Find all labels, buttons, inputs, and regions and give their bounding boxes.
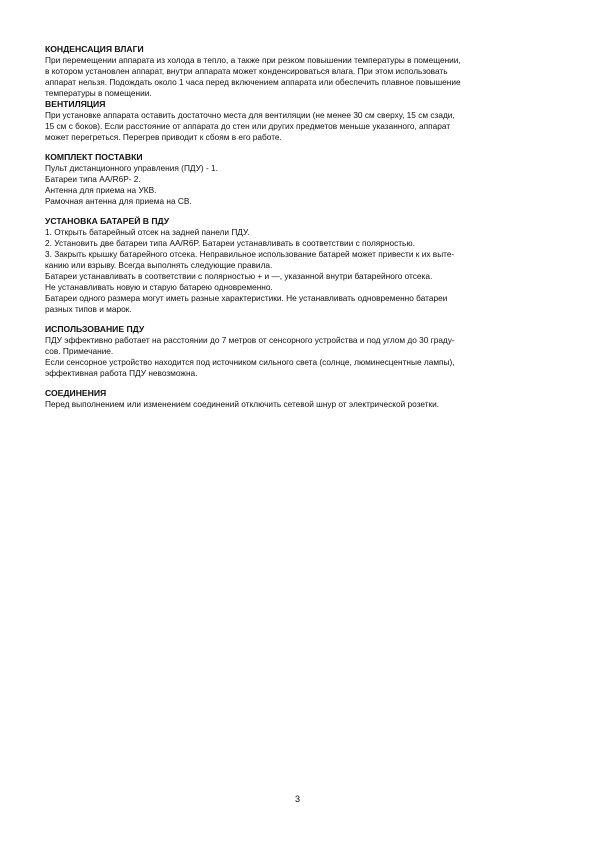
paragraph-line: ПДУ эффективно работает на расстоянии до 7 метров от сенсорного устройства и под углом до 30 граду- bbox=[45, 335, 455, 345]
paragraph-line: Если сенсорное устройство находится под источником сильного света (солнце, люминесцентные лампы), bbox=[45, 357, 455, 367]
list-item: Рамочная антенна для приема на СВ. bbox=[45, 196, 192, 206]
section-heading: КОНДЕНСАЦИЯ ВЛАГИ bbox=[45, 44, 144, 54]
section-condensation bbox=[45, 44, 555, 99]
document-body bbox=[45, 44, 555, 410]
list-item: Пульт дистанционного управления (ПДУ) - 1. bbox=[45, 163, 218, 173]
paragraph-line: Перед выполнением или изменением соединений отключить сетевой шнур от электрической розетки. bbox=[45, 399, 440, 409]
section-remote-usage bbox=[45, 324, 555, 379]
paragraph-line: 1. Открыть батарейный отсек на задней панели ПДУ. bbox=[45, 227, 250, 237]
section-heading: УСТАНОВКА БАТАРЕЙ В ПДУ bbox=[45, 216, 170, 226]
section-heading: ВЕНТИЛЯЦИЯ bbox=[45, 99, 106, 109]
paragraph-line: При перемещении аппарата из холода в тепло, а также при резком повышении температуры в помещении, bbox=[45, 55, 461, 65]
section-heading: ИСПОЛЬЗОВАНИЕ ПДУ bbox=[45, 324, 145, 334]
paragraph-line: в котором установлен аппарат, внутри аппарата может конденсироваться влага. При этом использовать bbox=[45, 66, 448, 76]
paragraph-line: эффективная работа ПДУ невозможна. bbox=[45, 368, 198, 378]
paragraph-line: Батареи устанавливать в соответствии с полярностью + и —, указанной внутри батарейного отсека. bbox=[45, 271, 433, 281]
paragraph-line: аппарат нельзя. Подождать около 1 часа перед включением аппарата или обеспечить плавное повышение bbox=[45, 77, 461, 87]
paragraph-line: 2. Установить две батареи типа AA/R6P. Батареи устанавливать в соответствии с полярностью. bbox=[45, 238, 415, 248]
paragraph-line: может перегреться. Перегрев приводит к сбоям в его работе. bbox=[45, 132, 282, 142]
paragraph-line: 15 см с боков). Если расстояние от аппарата до стен или других предметов меньше указанного, аппарат bbox=[45, 121, 451, 131]
section-heading: КОМПЛЕКТ ПОСТАВКИ bbox=[45, 152, 143, 162]
paragraph-line: температуры в помещении. bbox=[45, 88, 152, 98]
section-ventilation bbox=[45, 99, 555, 143]
paragraph-line: сов. Примечание. bbox=[45, 346, 114, 356]
section-battery-install bbox=[45, 216, 555, 315]
paragraph-line: Не устанавливать новую и старую батарею одновременно. bbox=[45, 282, 273, 292]
section-heading: СОЕДИНЕНИЯ bbox=[45, 388, 107, 398]
paragraph-line: разных типов и марок. bbox=[45, 304, 132, 314]
list-item: Батареи типа AA/R6P- 2. bbox=[45, 174, 141, 184]
section-package-contents bbox=[45, 152, 555, 207]
paragraph-line: канию или взрыву. Всегда выполнять следующие правила. bbox=[45, 260, 273, 270]
page-number: 3 bbox=[294, 794, 300, 804]
paragraph-line: 3. Закрыть крышку батарейного отсека. Неправильное использование батарей может привести к их выте- bbox=[45, 249, 455, 259]
paragraph-line: Батареи одного размера могут иметь разные характеристики. Не устанавливать одновременно батареи bbox=[45, 293, 448, 303]
paragraph-line: При установке аппарата оставить достаточно места для вентиляции (не менее 30 см сверху, 15 см сзади, bbox=[45, 110, 455, 120]
section-connections bbox=[45, 388, 555, 410]
list-item: Антенна для приема на УКВ. bbox=[45, 185, 157, 195]
